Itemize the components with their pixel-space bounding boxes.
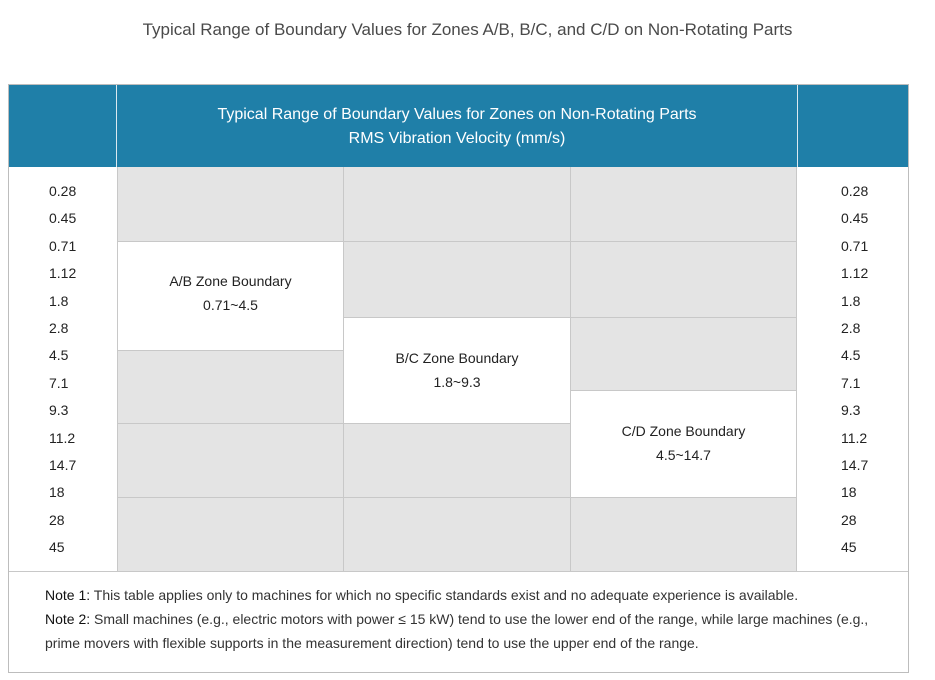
scale-value: 2.8 <box>841 319 861 336</box>
zone-ab-boundary <box>118 242 343 350</box>
zone-ab-range: 0.71~4.5 <box>203 297 258 313</box>
scale-value: 0.71 <box>841 237 869 254</box>
zone-cd-range: 4.5~14.7 <box>656 447 711 463</box>
zone-bc-name: B/C Zone Boundary <box>395 350 519 366</box>
zone-grid <box>117 167 797 571</box>
scale-value: 14.7 <box>841 456 869 473</box>
grid-line <box>796 167 797 571</box>
scale-value: 1.12 <box>841 265 869 282</box>
notes-divider <box>9 571 908 572</box>
scale-value: 9.3 <box>841 402 861 419</box>
note-2-label: Note 2: <box>45 611 91 627</box>
scale-value: 11.2 <box>841 429 868 446</box>
scale-value: 7.1 <box>841 374 861 391</box>
grid-line <box>117 167 118 571</box>
scale-value: 45 <box>49 539 65 556</box>
grid-line <box>570 241 797 242</box>
table-header <box>9 85 908 167</box>
grid-line <box>343 241 570 242</box>
zone-cd-boundary <box>571 391 796 497</box>
scale-left-column <box>49 181 109 564</box>
scale-value: 0.45 <box>49 210 77 227</box>
boundary-values-table <box>8 84 909 673</box>
scale-value: 18 <box>49 484 65 501</box>
scale-value: 1.8 <box>841 292 861 309</box>
scale-value: 7.1 <box>49 374 69 391</box>
page-title: Typical Range of Boundary Values for Zones A/B, B/C, and C/D on Non-Rotating Parts <box>142 20 793 39</box>
grid-line <box>570 317 797 318</box>
scale-right-column <box>841 181 901 564</box>
note-1 <box>45 583 895 607</box>
table-notes <box>45 583 895 655</box>
scale-value: 4.5 <box>49 347 69 364</box>
zone-bc-boundary <box>344 318 570 423</box>
header-title-line1: Typical Range of Boundary Values for Zones on Non-Rotating Parts <box>217 106 697 123</box>
scale-value: 0.28 <box>841 183 869 199</box>
scale-value: 0.45 <box>841 210 869 227</box>
scale-value: 0.71 <box>49 237 77 254</box>
scale-value: 28 <box>841 511 857 528</box>
scale-value: 11.2 <box>49 429 76 446</box>
header-title <box>117 103 797 151</box>
header-divider-right <box>797 85 798 167</box>
grid-line <box>117 423 343 424</box>
grid-line <box>343 423 570 424</box>
zone-cd-name: C/D Zone Boundary <box>621 423 746 439</box>
scale-value: 0.28 <box>49 183 77 199</box>
scale-value: 28 <box>49 511 65 528</box>
grid-line <box>570 497 797 498</box>
scale-value: 14.7 <box>49 456 77 473</box>
zone-bc-range: 1.8~9.3 <box>433 374 481 390</box>
grid-line <box>570 167 571 571</box>
scale-value: 4.5 <box>841 347 861 364</box>
grid-line <box>117 350 343 351</box>
header-title-line2: RMS Vibration Velocity (mm/s) <box>348 130 566 147</box>
scale-value: 1.12 <box>49 265 77 282</box>
grid-line <box>117 497 343 498</box>
note-1-text: This table applies only to machines for which no specific standards exist and no adequate experience is available. <box>90 587 799 603</box>
scale-value: 9.3 <box>49 402 69 419</box>
scale-value: 2.8 <box>49 319 69 336</box>
scale-value: 45 <box>841 539 857 556</box>
scale-value: 18 <box>841 484 857 501</box>
note-2 <box>45 607 895 655</box>
grid-line <box>343 497 570 498</box>
scale-value: 1.8 <box>49 292 69 309</box>
zone-ab-name: A/B Zone Boundary <box>169 273 292 289</box>
note-1-label: Note 1: <box>45 587 91 603</box>
note-2-text: Small machines (e.g., electric motors with power ≤ 15 kW) tend to use the lower end of the range, while large machines (e.g., prime movers with flexible supports in the measurement direction) tend to use the upper end of the range. <box>45 611 869 651</box>
